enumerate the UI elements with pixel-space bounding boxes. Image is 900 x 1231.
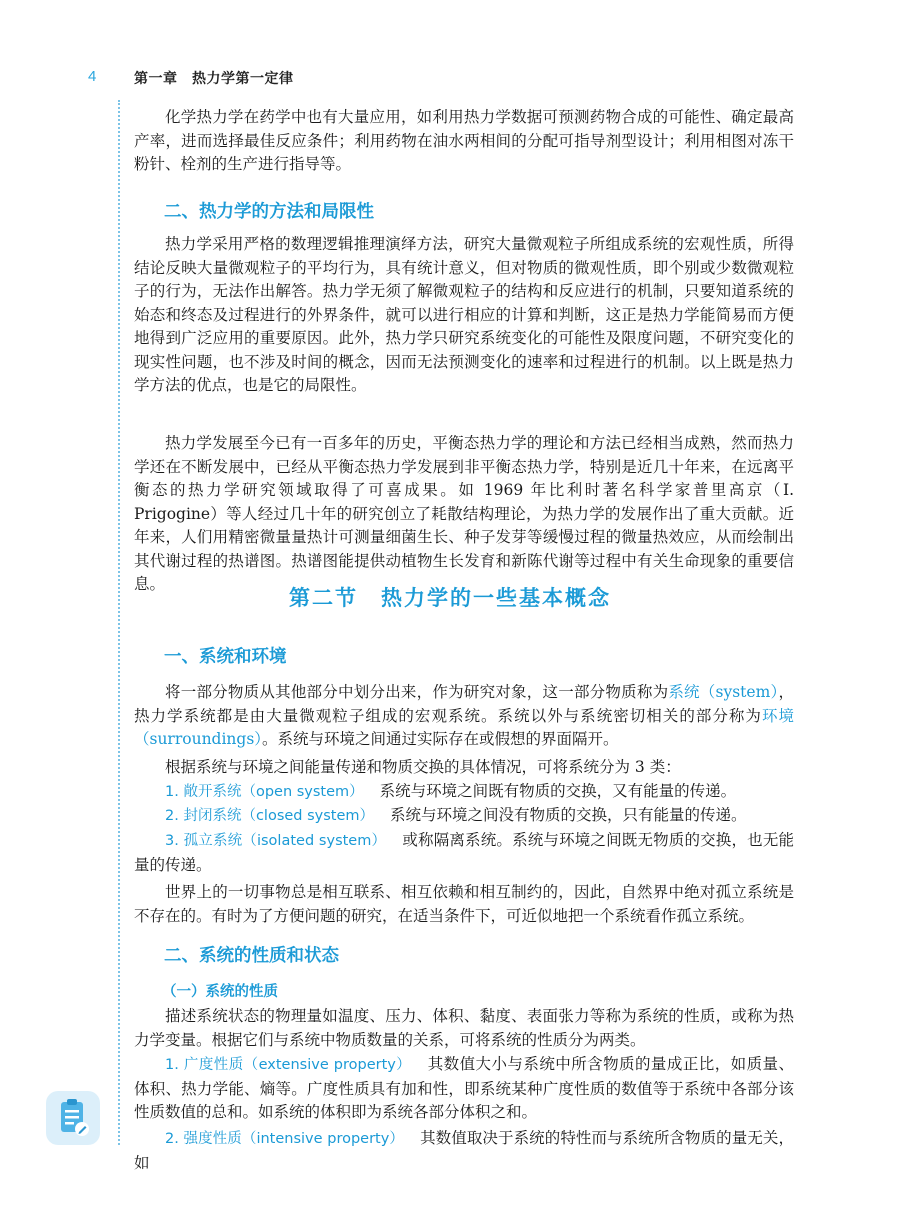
subheading-properties: （一）系统的性质 bbox=[162, 984, 278, 1000]
running-head: 第一章 热力学第一定律 bbox=[134, 71, 294, 87]
heading-system-environment: 一、系统和环境 bbox=[164, 647, 287, 667]
intro-paragraph: 化学热力学在药学中也有大量应用，如利用热力学数据可预测药物合成的可能性、确定最高产率，进而选择最佳反应条件；利用药物在油水两相间的分配可指导剂型设计；利用相图对冻干粉针、栓剂的生产进行指导等。 bbox=[134, 108, 794, 173]
classification-paragraph: 根据系统与环境之间能量传递和物质交换的具体情况，可将系统分为 3 类： bbox=[165, 758, 681, 776]
system-definition-paragraph bbox=[134, 681, 794, 752]
item-text: 系统与环境之间没有物质的交换，只有能量的传递。 bbox=[390, 806, 747, 824]
properties-paragraph: 描述系统状态的物理量如温度、压力、体积、黏度、表面张力等称为系统的性质，或称为热力学变量。根据它们与系统中物质数量的关系，可将系统的性质分为两类。 bbox=[134, 1007, 794, 1049]
heading-methods: 二、热力学的方法和局限性 bbox=[164, 202, 374, 222]
item-text: 其数值大小与系统中所含物质的量成正比，如质量、体积、热力学能、熵等。广度性质具有加和性，即系统某种广度性质的数值等于系统中各部分该性质数值的总和。如系统的体积即为系统各部分体积之和。 bbox=[134, 1055, 794, 1121]
page-number: 4 bbox=[88, 68, 97, 85]
term-system: 系统（system） bbox=[668, 683, 779, 701]
item-lead: 3. 孤立系统（isolated system） bbox=[165, 833, 387, 849]
definition-text-b: ，热力学系统都是由大量微观粒子组成的宏观系统。系统以外与系统密切相关的部分称为 bbox=[134, 683, 795, 725]
item-lead: 2. 强度性质（intensive property） bbox=[165, 1131, 404, 1147]
item-lead: 2. 封闭系统（closed system） bbox=[165, 808, 375, 824]
isolated-system-paragraph: 世界上的一切事物总是相互联系、相互依赖和相互制约的，因此，自然界中绝对孤立系统是不存在的。有时为了方便问题的研究，在适当条件下，可近似地把一个系统看作孤立系统。 bbox=[134, 883, 794, 925]
item-text: 系统与环境之间既有物质的交换，又有能量的传递。 bbox=[379, 782, 737, 800]
system-type-item bbox=[134, 804, 794, 829]
definition-text-a: 将一部分物质从其他部分中划分出来，作为研究对象，这一部分物质称为 bbox=[165, 683, 669, 701]
item-lead: 1. 广度性质（extensive property） bbox=[165, 1057, 412, 1073]
item-text: 或称隔离系统。系统与环境之间既无物质的交换，也无能量的传递。 bbox=[134, 831, 794, 874]
property-type-item bbox=[134, 1053, 794, 1125]
clipboard-note-icon bbox=[46, 1091, 100, 1145]
section-title: 第二节 热力学的一些基本概念 bbox=[289, 586, 611, 610]
methods-paragraph-1: 热力学采用严格的数理逻辑推理演绎方法，研究大量微观粒子所组成系统的宏观性质，所得结论反映大量微观粒子的平均行为，具有统计意义，但对物质的微观性质，即个别或少数微观粒子的行为，无法作出解答。热力学无须了解微观粒子的结构和反应进行的机制，只要知道系统的始态和终态及过程进行的外界条件，就可以进行相应的计算和判断，这正是热力学能简易而方便地得到广泛应用的重要原因。此外，热力学只研究系统变化的可能性及限度问题，不研究变化的现实性问题，也不涉及时间的概念，因而无法预测变化的速率和过程进行的机制。以上既是热力学方法的优点，也是它的局限性。 bbox=[134, 235, 794, 394]
item-lead: 1. 敞开系统（open system） bbox=[165, 784, 364, 800]
item-text: 其数值取决于系统的特性而与系统所含物质的量无关，如 bbox=[134, 1129, 794, 1172]
system-type-item bbox=[134, 780, 794, 805]
margin-rule bbox=[118, 100, 120, 1145]
definition-text-c: 。系统与环境之间通过实际存在或假想的界面隔开。 bbox=[262, 730, 619, 748]
system-type-item bbox=[134, 829, 794, 877]
methods-paragraph-2: 热力学发展至今已有一百多年的历史，平衡态热力学的理论和方法已经相当成熟，然而热力学还在不断发展中，已经从平衡态热力学发展到非平衡态热力学，特别是近几十年来，在远离平衡态的热力学研究领域取得了可喜成果。如 1969 年比利时著名科学家普里高京（I. Prigogine）等人经过几十年的研究创立了耗散结构理论，为热力学的发展作出了重大贡献。近年来，人们用精密微量量热计可测量细菌生长、种子发芽等缓慢过程的微量热效应，从而绘制出其代谢过程的热谱图。热谱图能提供动植物生长发育和新陈代谢等过程中有关生命现象的重要信息。 bbox=[134, 434, 794, 593]
term-surroundings: 环境（surroundings） bbox=[134, 706, 794, 748]
heading-properties-states: 二、系统的性质和状态 bbox=[164, 946, 339, 966]
property-type-item bbox=[134, 1127, 794, 1175]
